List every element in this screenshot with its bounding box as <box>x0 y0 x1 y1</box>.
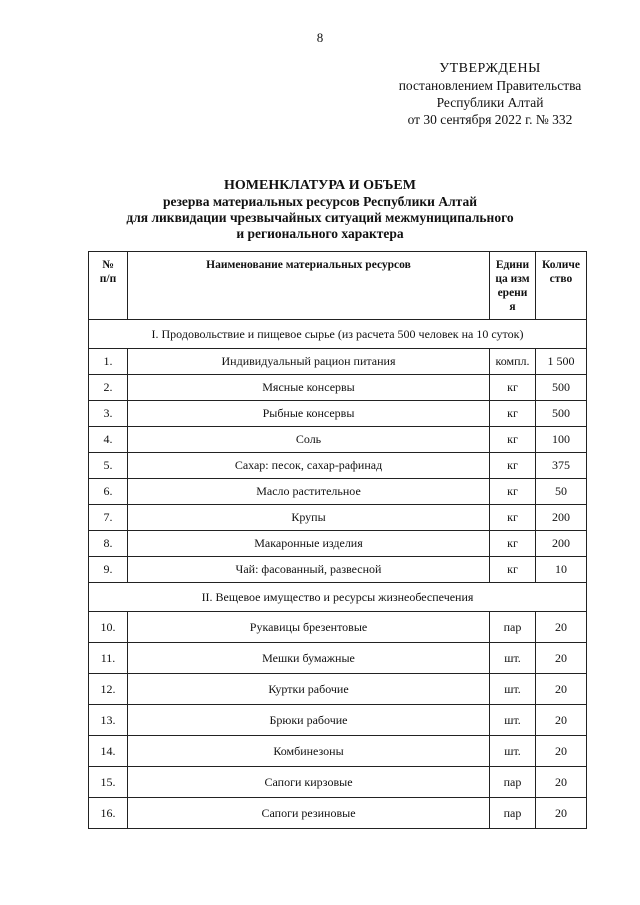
section-1-title: I. Продовольствие и пищевое сырье (из расчета 500 человек на 10 суток) <box>89 320 587 349</box>
section-2-title: II. Вещевое имущество и ресурсы жизнеобеспечения <box>89 583 587 612</box>
cell-qty: 200 <box>536 531 587 557</box>
cell-name: Крупы <box>128 505 490 531</box>
cell-qty: 20 <box>536 643 587 674</box>
cell-unit: пар <box>490 612 536 643</box>
cell-qty: 200 <box>536 505 587 531</box>
cell-unit: кг <box>490 479 536 505</box>
cell-num: 11. <box>89 643 128 674</box>
title-line-1: НОМЕНКЛАТУРА И ОБЪЕМ <box>224 178 416 193</box>
table-row <box>89 767 587 798</box>
cell-num: 2. <box>89 375 128 401</box>
cell-unit: пар <box>490 798 536 829</box>
cell-name: Чай: фасованный, развесной <box>128 557 490 583</box>
header-name: Наименование материальных ресурсов <box>128 252 490 320</box>
cell-num: 7. <box>89 505 128 531</box>
cell-unit: шт. <box>490 674 536 705</box>
section-row <box>89 583 587 612</box>
section-row <box>89 320 587 349</box>
cell-num: 10. <box>89 612 128 643</box>
cell-qty: 20 <box>536 767 587 798</box>
cell-name: Куртки рабочие <box>128 674 490 705</box>
table-row <box>89 557 587 583</box>
cell-unit: кг <box>490 531 536 557</box>
table-row <box>89 349 587 375</box>
cell-name: Рыбные консервы <box>128 401 490 427</box>
cell-num: 16. <box>89 798 128 829</box>
table-row <box>89 479 587 505</box>
cell-qty: 20 <box>536 674 587 705</box>
table-row <box>89 705 587 736</box>
header-num: № п/п <box>89 252 128 320</box>
header-qty: Количество <box>536 252 587 320</box>
cell-qty: 50 <box>536 479 587 505</box>
cell-name: Комбинезоны <box>128 736 490 767</box>
approval-heading: УТВЕРЖДЕНЫ <box>439 61 541 76</box>
cell-unit: кг <box>490 557 536 583</box>
cell-name: Рукавицы брезентовые <box>128 612 490 643</box>
table-row <box>89 375 587 401</box>
cell-qty: 20 <box>536 612 587 643</box>
cell-num: 14. <box>89 736 128 767</box>
cell-qty: 10 <box>536 557 587 583</box>
cell-name: Сапоги резиновые <box>128 798 490 829</box>
cell-unit: пар <box>490 767 536 798</box>
cell-name: Сапоги кирзовые <box>128 767 490 798</box>
cell-name: Сахар: песок, сахар-рафинад <box>128 453 490 479</box>
approval-line-1: постановлением Правительства <box>398 78 582 93</box>
cell-unit: кг <box>490 401 536 427</box>
cell-unit: кг <box>490 427 536 453</box>
header-unit: Единица измерения <box>490 252 536 320</box>
cell-num: 13. <box>89 705 128 736</box>
table-row <box>89 531 587 557</box>
table-row <box>89 505 587 531</box>
cell-qty: 500 <box>536 401 587 427</box>
cell-num: 3. <box>89 401 128 427</box>
title-line-2: резерва материальных ресурсов Республики Алтай <box>162 194 477 209</box>
table-row <box>89 401 587 427</box>
table-row <box>89 612 587 643</box>
table-row <box>89 453 587 479</box>
cell-qty: 20 <box>536 705 587 736</box>
table-row <box>89 798 587 829</box>
table-row <box>89 736 587 767</box>
cell-name: Масло растительное <box>128 479 490 505</box>
table-row <box>89 427 587 453</box>
cell-unit: компл. <box>490 349 536 375</box>
table-row <box>89 674 587 705</box>
cell-unit: шт. <box>490 736 536 767</box>
document-title <box>60 178 580 242</box>
cell-qty: 1 500 <box>536 349 587 375</box>
cell-name: Мясные консервы <box>128 375 490 401</box>
approval-block <box>370 60 610 128</box>
cell-num: 5. <box>89 453 128 479</box>
cell-unit: кг <box>490 453 536 479</box>
cell-name: Индивидуальный рацион питания <box>128 349 490 375</box>
cell-unit: шт. <box>490 643 536 674</box>
cell-num: 8. <box>89 531 128 557</box>
cell-qty: 20 <box>536 798 587 829</box>
table-header-row <box>89 252 587 320</box>
cell-num: 9. <box>89 557 128 583</box>
cell-qty: 500 <box>536 375 587 401</box>
cell-qty: 375 <box>536 453 587 479</box>
cell-num: 6. <box>89 479 128 505</box>
cell-name: Мешки бумажные <box>128 643 490 674</box>
cell-unit: кг <box>490 505 536 531</box>
approval-line-3: от 30 сентября 2022 г. № 332 <box>407 112 573 127</box>
title-line-3: для ликвидации чрезвычайных ситуаций межмуниципального <box>126 210 514 225</box>
cell-unit: кг <box>490 375 536 401</box>
cell-num: 1. <box>89 349 128 375</box>
cell-qty: 20 <box>536 736 587 767</box>
cell-unit: шт. <box>490 705 536 736</box>
table-row <box>89 643 587 674</box>
cell-name: Соль <box>128 427 490 453</box>
cell-num: 4. <box>89 427 128 453</box>
title-line-4: и регионального характера <box>236 226 404 241</box>
approval-line-2: Республики Алтай <box>436 95 544 110</box>
page-number: 8 <box>316 30 324 45</box>
cell-num: 15. <box>89 767 128 798</box>
cell-name: Макаронные изделия <box>128 531 490 557</box>
resources-table <box>88 251 587 829</box>
cell-qty: 100 <box>536 427 587 453</box>
cell-num: 12. <box>89 674 128 705</box>
cell-name: Брюки рабочие <box>128 705 490 736</box>
